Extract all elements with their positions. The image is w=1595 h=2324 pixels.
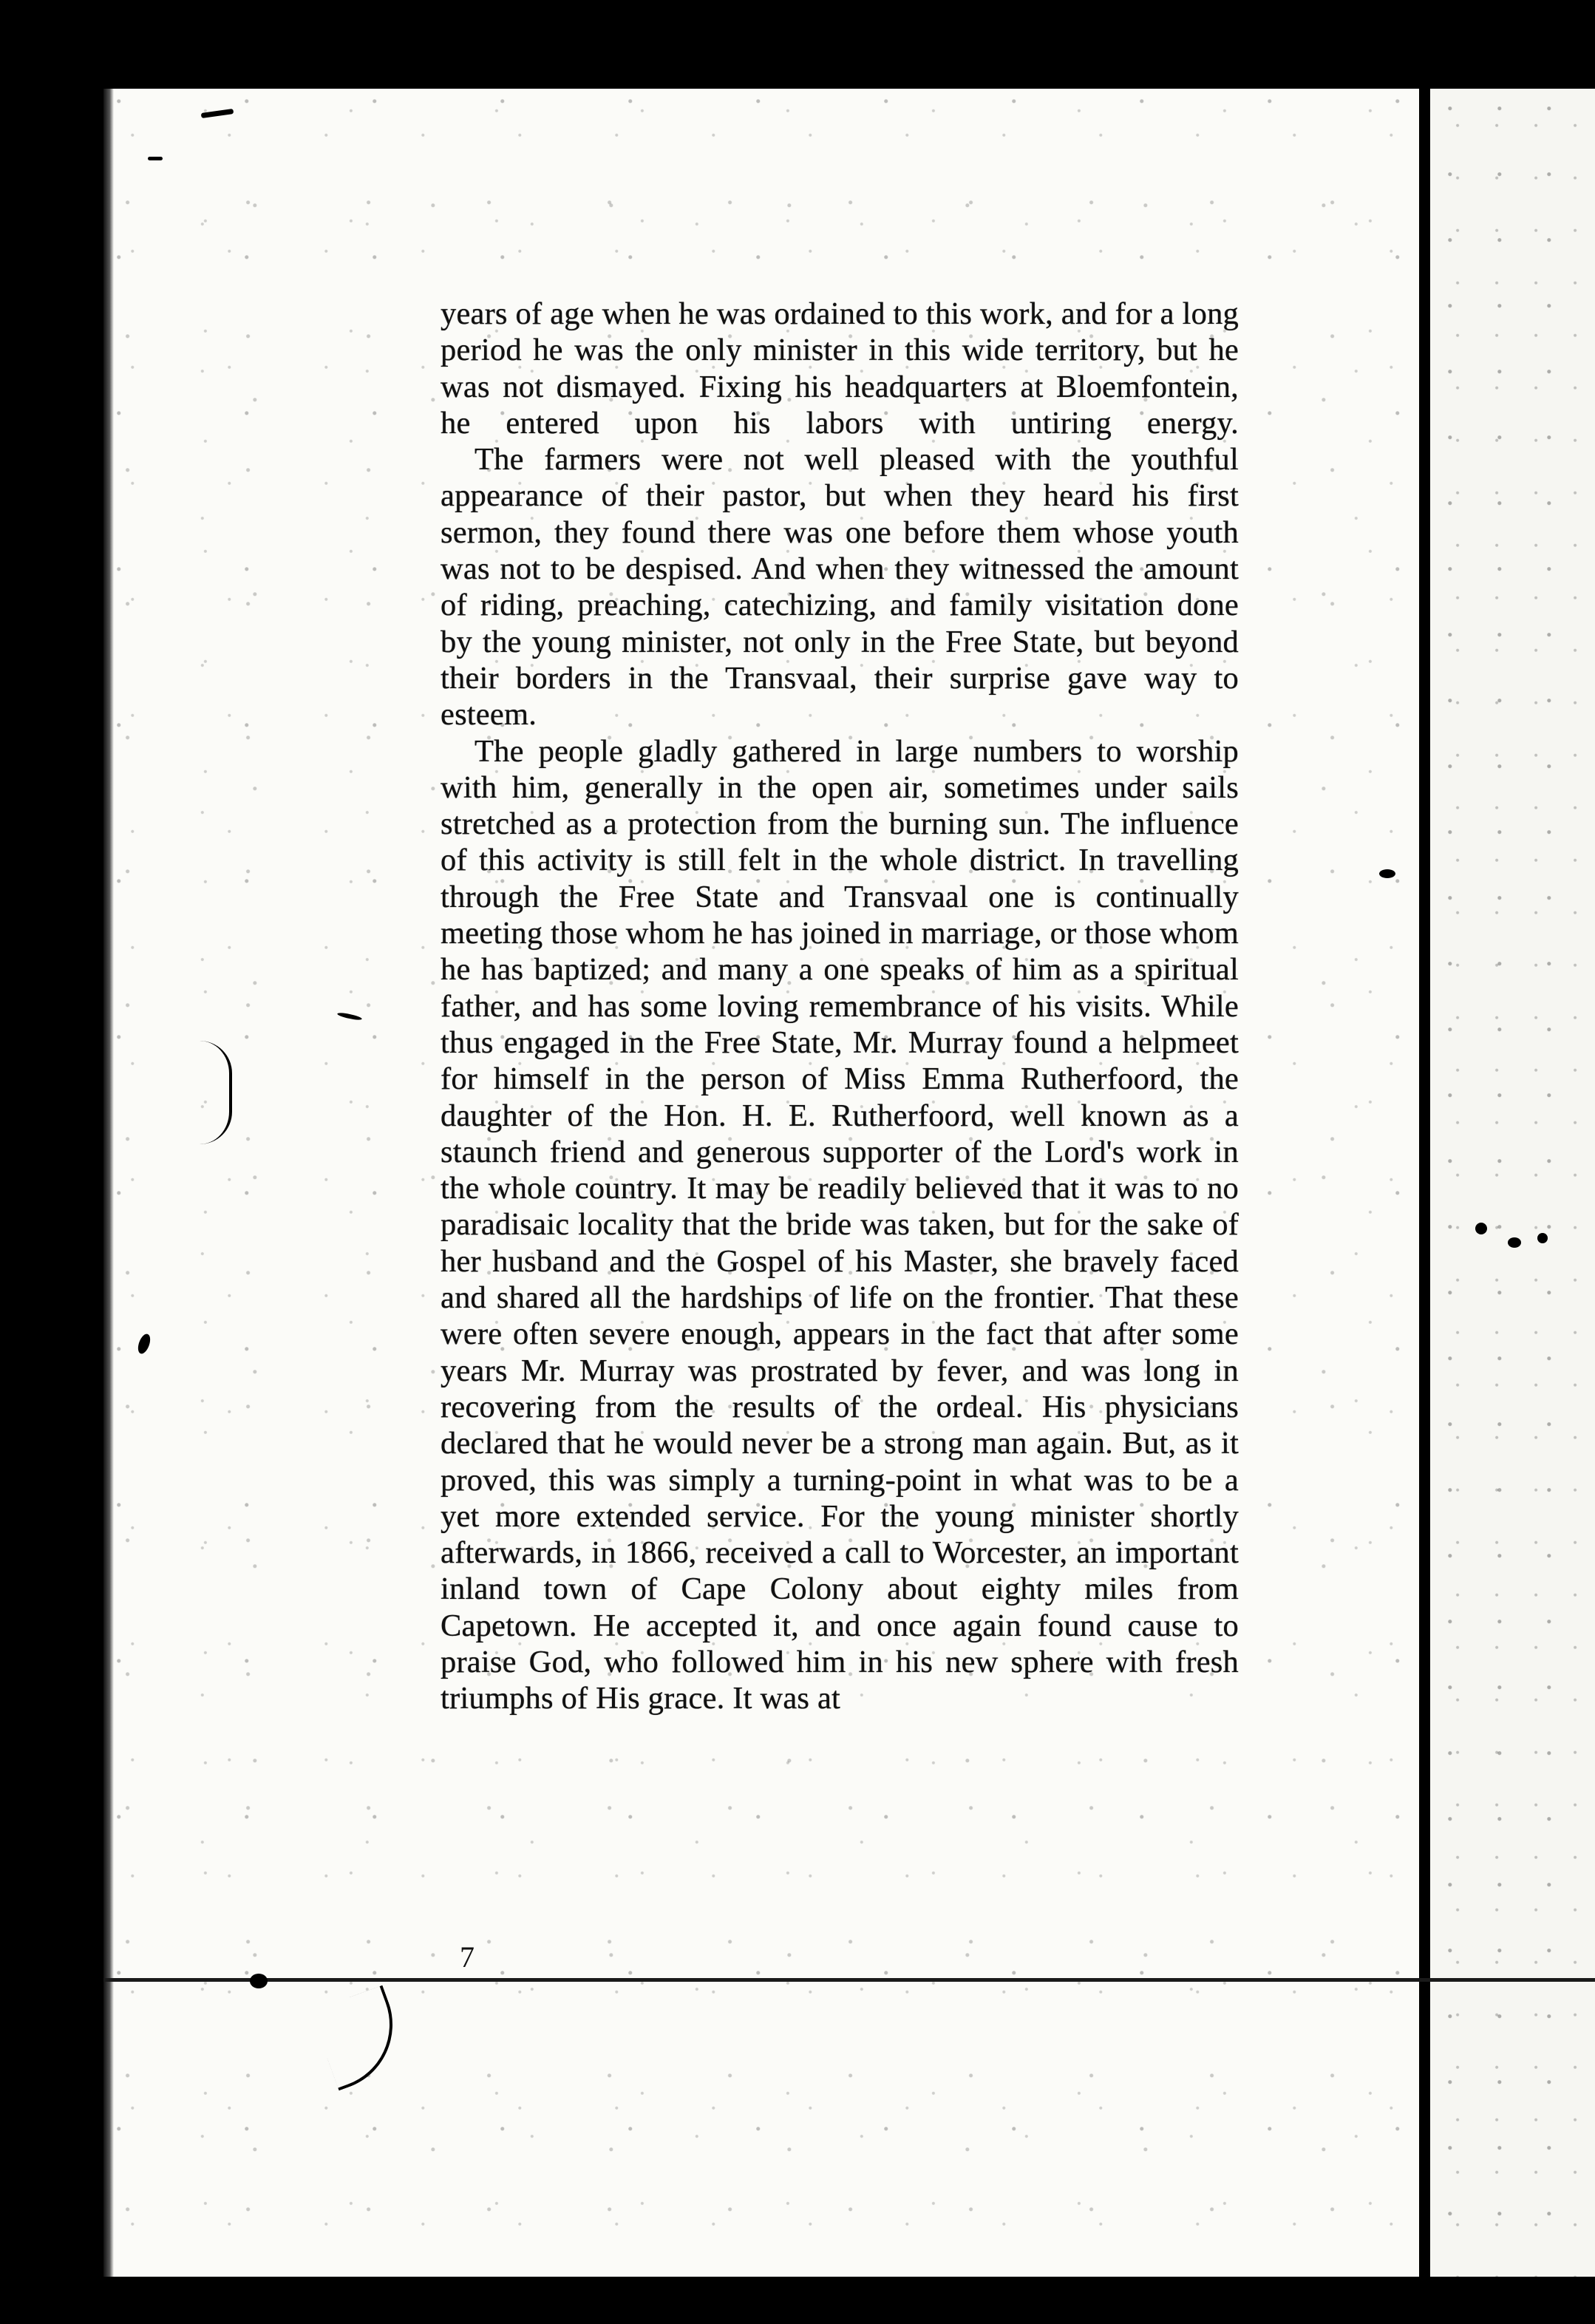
scan-speck (1379, 869, 1395, 878)
scan-curve-mark (200, 1041, 232, 1144)
page-left-edge (103, 89, 114, 2277)
scan-horizontal-rule (103, 1978, 1595, 1982)
scan-speck (1508, 1237, 1521, 1248)
paragraph: The farmers were not well pleased with the youthful appearance of their pastor, but when they heard his first sermon, they found there was one before them whose youth was not to be despised. And when they witnessed the amount of riding, preaching, catechizing, and family visitation done by the young minister, not only in the Free State, but beyond their borders in the Transvaal, their surprise gave way to esteem. (441, 442, 1239, 733)
paragraph: years of age when he was ordained to this work, and for a long period he was the only minister in this wide territory, but he was not dismayed. Fixing his headquarters at Bloemfontein, he entered upon his labors with untiring energy. (441, 296, 1239, 441)
scan-speck (1475, 1223, 1487, 1234)
body-text (441, 296, 1239, 1717)
adjacent-page-strip (1430, 89, 1595, 2277)
scan-speck (250, 1974, 268, 1988)
paragraph: The people gladly gathered in large numbers to worship with him, generally in the open air, sometimes under sails stretched as a protection from the burning sun. The influence of this activity is still felt in the whole district. In travelling through the Free State and Transvaal one is continually meeting those whom he has joined in marriage, or those whom he has baptized; and many a one speaks of him as a spiritual father, and has some loving remembrance of his visits. While thus engaged in the Free State, Mr. Murray found a helpmeet for himself in the person of Miss Emma Rutherfoord, the daughter of the Hon. H. E. Rutherfoord, well known as a staunch friend and generous supporter of the Lord's work in the whole country. It may be readily believed that it was to no paradisaic locality that the bride was taken, but for the sake of her husband and the Gospel of his Master, she bravely faced and shared all the hardships of life on the frontier. That these were often severe enough, appears in the fact that after some years Mr. Murray was prostrated by fever, and was long in recovering from the results of the ordeal. His physicians declared that he would never be a strong man again. But, as it proved, this was simply a turning-point in what was to be a yet more extended service. For the young minister shortly afterwards, in 1866, received a call to Worcester, an important inland town of Cape Colony about eighty miles from Capetown. He accepted it, and once again found cause to praise God, who followed him in his new sphere with fresh triumphs of His grace. It was at (441, 733, 1239, 1716)
page-number: 7 (460, 1940, 475, 1974)
scan-speck (1537, 1233, 1548, 1243)
scan-speck (148, 157, 163, 160)
